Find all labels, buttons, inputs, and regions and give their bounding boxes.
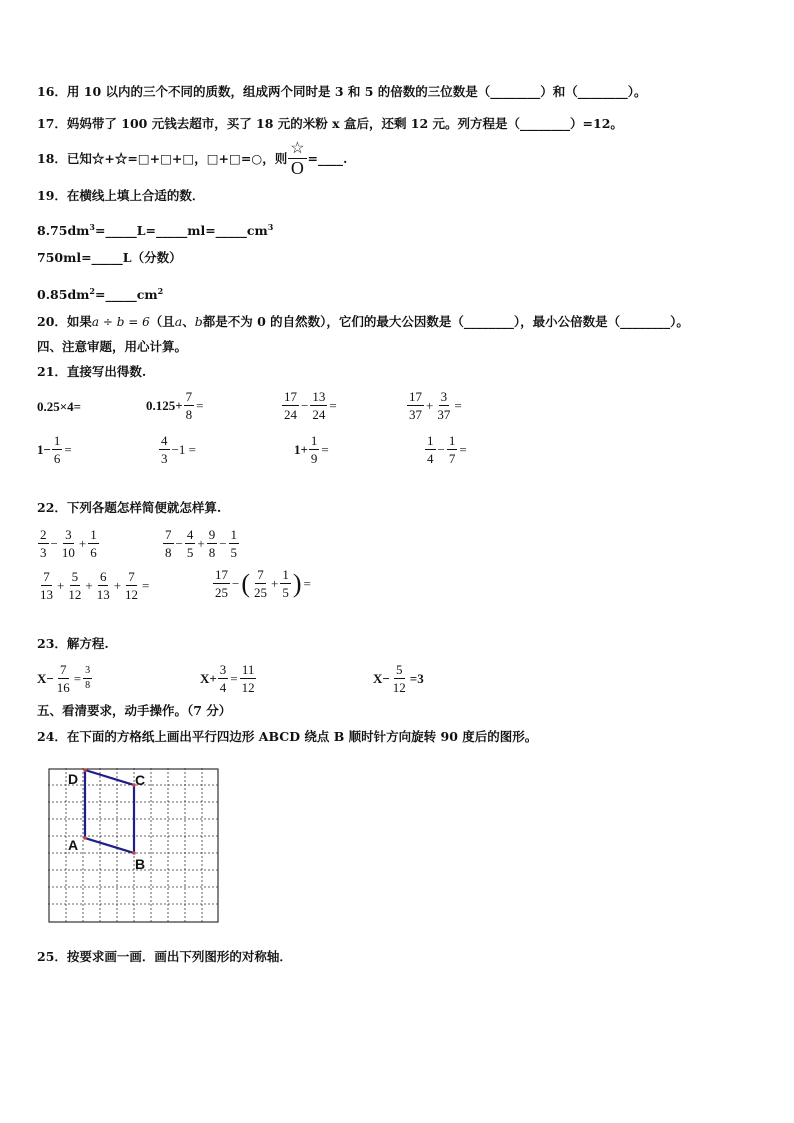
q22-e4-n2: 7 bbox=[257, 567, 264, 582]
point-d bbox=[83, 768, 87, 772]
q22-e1-f1 bbox=[38, 527, 49, 560]
q22-e2-n3: 9 bbox=[208, 527, 216, 542]
q21-e2-eq: = bbox=[196, 397, 204, 413]
q23-e3-f1 bbox=[391, 662, 408, 695]
q18-suffix: =____. bbox=[307, 150, 348, 166]
q19-line-1: $8.75dm^3=\_\_\_\_\_L=\_\_\_\_\_ml=\_\_\_\_\_cm^3$ bbox=[37, 222, 274, 239]
q21-e3-f2 bbox=[310, 389, 327, 422]
q21-expr-2 bbox=[146, 389, 205, 422]
q22-e1-n3: 1 bbox=[90, 527, 97, 542]
q23-e2-n1: 3 bbox=[219, 662, 227, 677]
q22-e3-f3 bbox=[95, 569, 112, 602]
q20-a: 20．如果 bbox=[37, 314, 92, 329]
q21-e4-d2: 37 bbox=[437, 407, 451, 422]
q23-expr-1 bbox=[37, 662, 93, 695]
q21-e4-eq: = bbox=[454, 397, 462, 413]
q23-e2-lead: X+ bbox=[200, 670, 217, 686]
q22-e1-n2: 3 bbox=[65, 527, 72, 542]
point-b bbox=[132, 851, 136, 855]
q21-e5-eq: = bbox=[64, 441, 72, 457]
q22-e3-eq: = bbox=[142, 577, 150, 593]
q21-expr-6 bbox=[158, 433, 197, 466]
q18-prefix: 18．已知☆+☆=□+□+□，□+□=○，则 bbox=[37, 150, 288, 166]
q21-e3-f1 bbox=[282, 389, 299, 422]
q18-den: O bbox=[290, 158, 304, 178]
q21-e4-f1 bbox=[407, 389, 424, 422]
q22-e3-f2 bbox=[66, 569, 83, 602]
q22-e3-op3: + bbox=[113, 577, 122, 593]
q19-line-3: $0.85dm^2=\_\_\_\_\_cm^2$ bbox=[37, 286, 164, 303]
question-17: 17．妈妈带了 100 元钱去超市，买了 18 元的米粉 x 盒后，还剩 12 元。列方程是（________）=12。 bbox=[37, 116, 623, 131]
q21-expr-8 bbox=[424, 433, 468, 466]
q21-e7-eq: = bbox=[321, 441, 329, 457]
q22-e2-op2: + bbox=[197, 535, 205, 551]
q22-e1-n1: 2 bbox=[40, 527, 47, 542]
q22-e4-n1: 17 bbox=[215, 567, 228, 582]
q20-mid: （且 bbox=[149, 314, 175, 329]
q21-e3-eq: = bbox=[329, 397, 337, 413]
q20-vb: b bbox=[194, 314, 203, 329]
q22-e2-op1: − bbox=[175, 535, 183, 551]
q22-e3-n3: 6 bbox=[99, 569, 107, 584]
question-18 bbox=[37, 141, 347, 176]
q22-e3-d3: 13 bbox=[96, 587, 110, 602]
q23-expr-3 bbox=[373, 662, 425, 695]
q22-e4-d2: 25 bbox=[254, 585, 268, 600]
question-19-title: 19．在横线上填上合适的数． bbox=[37, 188, 205, 203]
q22-expr-1 bbox=[37, 527, 100, 560]
q21-expr-7 bbox=[294, 433, 330, 466]
q23-e3-lead: X− bbox=[373, 670, 390, 686]
q22-e1-f3 bbox=[88, 527, 99, 560]
q21-e8-op: − bbox=[437, 441, 445, 457]
q21-e2-n: 7 bbox=[185, 389, 193, 404]
q21-e8-d2: 7 bbox=[448, 451, 456, 466]
q22-e2-d4: 5 bbox=[230, 545, 238, 560]
q22-e4-f3 bbox=[280, 567, 291, 600]
q21-e5-lead: 1− bbox=[37, 441, 51, 457]
q21-e6-d: 3 bbox=[161, 451, 168, 466]
q21-e7-d: 9 bbox=[310, 451, 318, 466]
q19-l3-b: =_____cm bbox=[95, 287, 158, 303]
q21-e1-text: 0.25×4= bbox=[37, 399, 82, 414]
q21-e6-tail: −1 = bbox=[171, 441, 196, 457]
q21-e8-n2: 1 bbox=[448, 433, 456, 448]
point-a bbox=[83, 836, 87, 840]
q23-e2-f1 bbox=[218, 662, 229, 695]
q21-e4-op: + bbox=[426, 397, 434, 413]
q23-e1-f1 bbox=[55, 662, 72, 695]
q22-e4-d3: 5 bbox=[282, 585, 289, 600]
q21-e5-n: 1 bbox=[53, 433, 61, 448]
label-a: A bbox=[68, 837, 79, 853]
q21-e3-d1: 24 bbox=[284, 407, 297, 422]
q21-e6-n: 4 bbox=[161, 433, 168, 448]
q21-e7-lead: 1+ bbox=[294, 441, 308, 457]
q21-e3-n1: 17 bbox=[284, 389, 297, 404]
question-23-title: 23．解方程. bbox=[37, 636, 109, 651]
q21-e4-n2: 3 bbox=[440, 389, 448, 404]
q21-e3-op: − bbox=[301, 397, 309, 413]
q21-expr-5 bbox=[37, 433, 73, 466]
q23-e1-n1: 7 bbox=[60, 662, 67, 677]
q23-e3-d1: 12 bbox=[392, 680, 406, 695]
q22-e2-d1: 8 bbox=[165, 545, 172, 560]
q22-e2-op3: − bbox=[219, 535, 227, 551]
q22-e4-op2: + bbox=[271, 575, 279, 591]
q22-e1-op2: + bbox=[78, 535, 87, 551]
q22-e4-f1 bbox=[213, 567, 230, 600]
q21-e4-n1: 17 bbox=[409, 389, 422, 404]
q22-e3-n4: 7 bbox=[128, 569, 135, 584]
q22-e1-d1: 3 bbox=[40, 545, 47, 560]
q22-e4-lparen: ( bbox=[241, 568, 251, 598]
q21-e4-f2 bbox=[435, 389, 452, 422]
q21-e2-d: 8 bbox=[185, 407, 193, 422]
q22-e3-n1: 7 bbox=[43, 569, 50, 584]
question-21-title: 21．直接写出得数. bbox=[37, 364, 147, 379]
q22-e2-n2: 4 bbox=[186, 527, 194, 542]
q21-e8-d1: 4 bbox=[427, 451, 434, 466]
q22-e4-eq: = bbox=[303, 575, 311, 591]
q20-eq: a ÷ b = 6 bbox=[91, 315, 150, 329]
q22-e2-f2 bbox=[185, 527, 196, 560]
q21-e6-frac bbox=[159, 433, 170, 466]
q22-e2-f4 bbox=[229, 527, 240, 560]
q23-e1-d1: 16 bbox=[56, 680, 70, 695]
q21-e8-f1 bbox=[425, 433, 436, 466]
q22-e1-d3: 6 bbox=[90, 545, 97, 560]
q21-e2-lead: 0.125+ bbox=[146, 397, 183, 413]
q20-rest: 都是不为 0 的自然数），它们的最大公因数是（________），最小公倍数是（________）。 bbox=[202, 314, 689, 329]
q22-e4-rparen: ) bbox=[292, 568, 302, 598]
q20-sep: 、 bbox=[182, 314, 195, 329]
label-c: C bbox=[135, 772, 146, 788]
q22-e2-f3 bbox=[207, 527, 218, 560]
q21-e7-n: 1 bbox=[310, 433, 318, 448]
q21-e8-eq: = bbox=[459, 441, 467, 457]
question-25: 25．按要求画一画．画出下列图形的对称轴． bbox=[37, 949, 292, 964]
q23-e1-eq: = bbox=[73, 670, 82, 686]
q22-e3-f1 bbox=[38, 569, 55, 602]
q19-line-2: 750ml=_____L（分数） bbox=[37, 250, 182, 265]
q21-e4-d1: 37 bbox=[409, 407, 422, 422]
q22-e2-f1 bbox=[163, 527, 174, 560]
q22-e1-op1: − bbox=[50, 535, 58, 551]
q21-e7-frac bbox=[309, 433, 320, 466]
parallelogram-abcd bbox=[85, 770, 134, 853]
label-d: D bbox=[68, 771, 79, 787]
q21-e2-frac bbox=[184, 389, 195, 422]
q22-e2-n4: 1 bbox=[230, 527, 238, 542]
q22-e2-d3: 8 bbox=[208, 545, 216, 560]
q23-e3-n1: 5 bbox=[396, 662, 403, 677]
q23-e2-n2: 11 bbox=[241, 662, 255, 677]
q22-e3-d1: 13 bbox=[40, 587, 53, 602]
q22-e4-op1: − bbox=[232, 575, 240, 591]
q22-e4-f2 bbox=[252, 567, 269, 600]
q22-e1-f2 bbox=[60, 527, 77, 560]
q22-expr-2 bbox=[162, 527, 240, 560]
q23-e2-d2: 12 bbox=[241, 680, 255, 695]
q21-e5-d: 6 bbox=[53, 451, 61, 466]
q18-fraction bbox=[288, 141, 306, 176]
q22-e3-n2: 5 bbox=[71, 569, 79, 584]
q22-e3-op2: + bbox=[85, 577, 93, 593]
question-20 bbox=[37, 314, 689, 330]
question-24: 24．在下面的方格纸上画出平行四边形 ABCD 绕点 B 顺时针方向旋转 90 度后的图形。 bbox=[37, 729, 538, 744]
q23-e2-f2 bbox=[240, 662, 257, 695]
q22-e2-d2: 5 bbox=[186, 545, 194, 560]
q22-e3-f4 bbox=[123, 569, 140, 602]
q21-e5-frac bbox=[52, 433, 63, 466]
q21-e8-n1: 1 bbox=[427, 433, 434, 448]
q23-e1-d2: 8 bbox=[85, 680, 91, 691]
q23-e3-tail: =3 bbox=[409, 670, 424, 686]
q22-e3-d4: 12 bbox=[125, 587, 139, 602]
q20-va: a bbox=[174, 314, 183, 329]
q22-e3-d2: 12 bbox=[68, 587, 82, 602]
q23-e2-eq: = bbox=[230, 670, 238, 686]
section-5-heading: 五、看清要求，动手操作。（7 分） bbox=[37, 703, 232, 718]
q21-expr-3 bbox=[281, 389, 338, 422]
q21-expr-4 bbox=[406, 389, 463, 422]
q23-e1-lead: X− bbox=[37, 670, 54, 686]
label-b: B bbox=[135, 856, 146, 872]
q21-e3-n2: 13 bbox=[312, 389, 326, 404]
q22-expr-4 bbox=[212, 567, 312, 600]
question-16: 16．用 10 以内的三个不同的质数，组成两个同时是 3 和 5 的倍数的三位数是（________）和（________）。 bbox=[37, 84, 647, 99]
q19-l1-b: =_____L=_____ml=_____cm bbox=[95, 223, 268, 239]
q19-l1-a: 8.75dm bbox=[37, 223, 90, 239]
q22-e1-d2: 10 bbox=[61, 545, 75, 560]
q22-e4-n3: 1 bbox=[282, 567, 289, 582]
q22-e3-op1: + bbox=[57, 577, 65, 593]
q19-l3-a: 0.85dm bbox=[37, 287, 90, 303]
q23-expr-2 bbox=[200, 662, 258, 695]
q18-num: ☆ bbox=[290, 140, 305, 157]
grid-figure bbox=[48, 768, 220, 924]
q23-e1-n2: 3 bbox=[83, 665, 92, 679]
q21-e8-f2 bbox=[447, 433, 458, 466]
q21-e3-d2: 24 bbox=[312, 407, 326, 422]
q22-e4-d1: 25 bbox=[215, 585, 228, 600]
q22-expr-3 bbox=[37, 569, 150, 602]
section-4-heading: 四、注意审题，用心计算。 bbox=[37, 339, 188, 354]
q21-expr-1 bbox=[37, 399, 81, 415]
q23-e2-d1: 4 bbox=[219, 680, 227, 695]
question-22-title: 22．下列各题怎样简便就怎样算. bbox=[37, 500, 222, 515]
q22-e2-n1: 7 bbox=[165, 527, 172, 542]
q23-e1-f2 bbox=[83, 665, 92, 692]
